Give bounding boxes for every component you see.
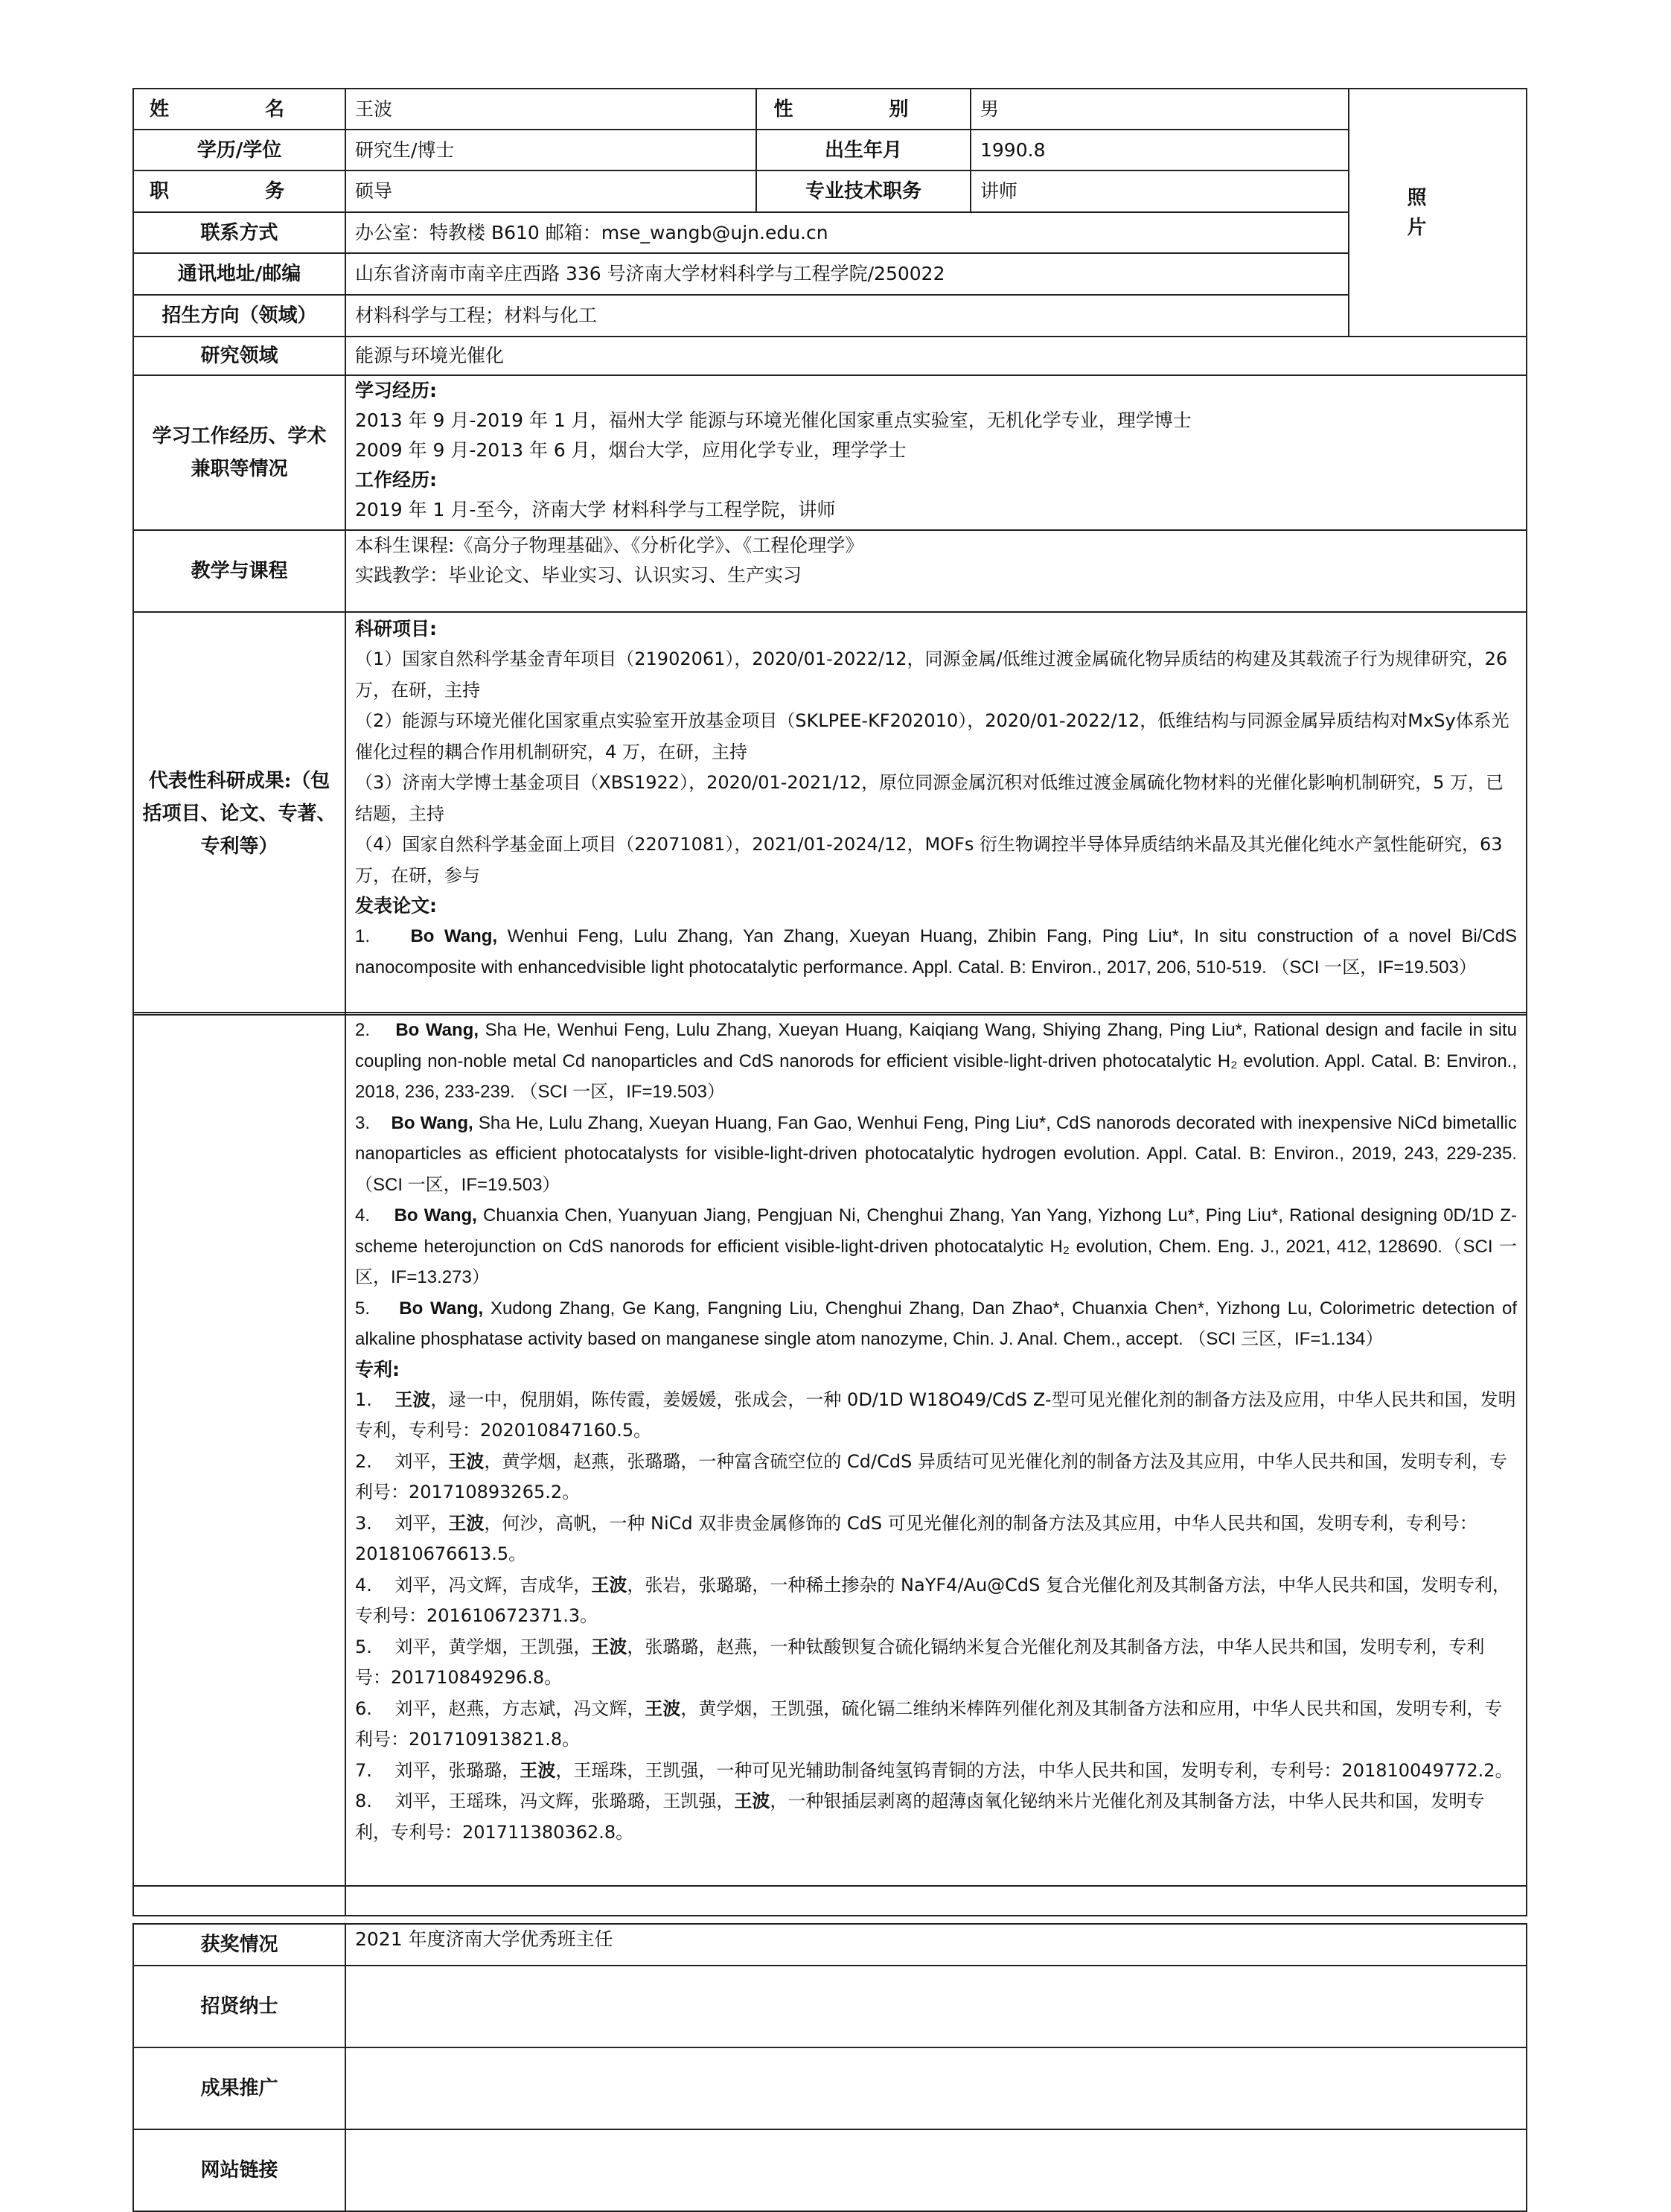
patent-pre: 刘平， [394, 1512, 449, 1534]
patent-text: ，张璐璐，赵燕，一种钛酸钡复合硫化镉纳米复合光催化剂及其制备方法，中华人民共和国，发明专利，专利号：201710849296.8。 [355, 1636, 1485, 1688]
patent-item [355, 1447, 1517, 1508]
achievements-cell [345, 612, 1527, 1015]
paper-number: 3. [355, 1112, 371, 1133]
project-item: （2）能源与环境光催化国家重点实验室开放基金项目（SKLPEE-KF202010），2020/01-2022/12，低维结构与同源金属异质结构对MxSy体系光催化过程的耦合作用机制研究，4 万，在研，主持 [355, 710, 1509, 762]
paper-author: Bo Wang, [410, 926, 498, 946]
awards-label: 获奖情况 [133, 1924, 345, 1966]
patent-number: 1. [355, 1389, 372, 1410]
study-item: 2013 年 9 月-2019 年 1 月，福州大学 能源与环境光催化国家重点实验室，无机化学专业，理学博士 [355, 409, 1192, 431]
patent-item [355, 1756, 1517, 1787]
patent-text: ，王瑶珠，王凯强，一种可见光辅助制备纯氢钨青铜的方法，中华人民共和国，发明专利，专利号：201810049772.2。 [555, 1759, 1513, 1781]
name-value: 王波 [345, 89, 756, 130]
degree-value: 研究生/博士 [345, 130, 756, 170]
paper-text: Sha He, Wenhui Feng, Lulu Zhang, Xueyan Huang, Kaiqiang Wang, Shiying Zhang, Ping Liu*, Rational design and facile in situ coupling non-noble metal Cd nanoparticles and CdS nanorods for efficient visible-light-driven photocatalytic H₂ evolution. Appl. Catal. B: Environ., 2018, 236, 233-239. （SCI 一区，IF=19.503） [355, 1020, 1518, 1102]
teaching-item: 本科生课程:《高分子物理基础》、《分析化学》、《工程伦理学》 [355, 535, 864, 556]
continued-label-cell [133, 1013, 345, 1886]
patent-number: 4. [355, 1574, 372, 1596]
gender-value: 男 [971, 89, 1349, 130]
paper-item [355, 1108, 1517, 1201]
work-heading: 工作经历: [355, 469, 437, 491]
project-item: （1）国家自然科学基金青年项目（21902061），2020/01-2022/12，同源金属/低维过渡金属硫化物异质结的构建及其载流子行为规律研究，26 万，在研，主持 [355, 648, 1508, 701]
projects-heading: 科研项目: [355, 618, 437, 640]
position-value: 硕导 [345, 170, 756, 212]
paper-item [355, 921, 1517, 983]
patent-number: 3. [355, 1512, 372, 1534]
patent-text: ，张岩，张璐璐，一种稀土掺杂的 NaYF4/Au@CdS 复合光催化剂及其制备方法，中华人民共和国，发明专利，专利号：201610672371.3。 [355, 1574, 1511, 1626]
study-item: 2009 年 9 月-2013 年 6 月，烟台大学，应用化学专业，理学学士 [355, 439, 907, 461]
paper-number: 1. [355, 926, 371, 946]
enroll-label: 招生方向（领域） [133, 295, 345, 337]
paper-number: 5. [355, 1298, 371, 1319]
paper-text: Sha He, Lulu Zhang, Xueyan Huang, Fan Gao, Wenhui Feng, Ping Liu*, CdS nanorods decorated with inexpensive NiCd bimetallic nanoparticles as efficient photocatalysts for visible-light-driven photocatalytic hydrogen evolution. Appl. Catal. B: Environ., 2019, 243, 229-235. （SCI 一区，IF=19.503） [355, 1112, 1518, 1195]
paper-author: Bo Wang, [395, 1020, 479, 1040]
recruit-value [345, 1966, 1527, 2047]
patent-item [355, 1385, 1517, 1447]
continued-cell [345, 1013, 1527, 1886]
patent-author: 王波 [591, 1636, 627, 1657]
contact-label: 联系方式 [133, 212, 345, 253]
promotion-label: 成果推广 [133, 2047, 345, 2129]
birth-value: 1990.8 [971, 130, 1349, 170]
experience-cell [345, 375, 1527, 530]
misc-table [132, 1923, 1527, 2212]
patent-author: 王波 [520, 1759, 556, 1781]
patent-pre: 刘平， [394, 1450, 449, 1472]
title-label: 专业技术职务 [756, 170, 971, 212]
patent-item [355, 1694, 1517, 1756]
paper-item [355, 1015, 1517, 1108]
address-label: 通讯地址/邮编 [133, 253, 345, 295]
project-item: （4）国家自然科学基金面上项目（22071081），2021/01-2024/12，MOFs 衍生物调控半导体异质结纳米晶及其光催化纯水产氢性能研究，63 万，在研，参与 [355, 834, 1503, 886]
achievements-label: 代表性科研成果:（包括项目、论文、专著、专利等） [133, 612, 345, 1015]
photo-placeholder: 照 片 [1349, 89, 1527, 337]
work-item: 2019 年 1 月-至今，济南大学 材料科学与工程学院，讲师 [355, 499, 836, 520]
patent-number: 6. [355, 1698, 372, 1719]
teaching-item: 实践教学：毕业论文、毕业实习、认识实习、生产实习 [355, 564, 802, 586]
patent-author: 王波 [645, 1698, 681, 1719]
patent-author: 王波 [448, 1450, 485, 1472]
paper-number: 4. [355, 1205, 371, 1225]
paper-text: Chuanxia Chen, Yuanyuan Jiang, Pengjuan Ni, Chenghui Zhang, Yan Yang, Yizhong Lu*, Ping Liu*, Rational designing 0D/1D Z-scheme heterojunction on CdS nanorods for efficient visible-light-driven photocatalytic H₂ evolution, Chem. Eng. J., 2021, 412, 128690.（SCI 一区，IF=13.273） [355, 1205, 1518, 1287]
patent-text: ，何沙，高帆，一种 NiCd 双非贵金属修饰的 CdS 可见光催化剂的制备方法及其应用，中华人民共和国，发明专利，专利号：201810676613.5。 [355, 1512, 1477, 1564]
paper-text: Wenhui Feng, Lulu Zhang, Yan Zhang, Xueyan Huang, Zhibin Fang, Ping Liu*, In situ construction of a novel Bi/CdS nanocomposite with enhancedvisible light photocatalytic performance. Appl. Catal. B: Environ., 2017, 206, 510-519. （SCI 一区，IF=19.503） [355, 926, 1518, 978]
gender-label: 性 别 [756, 89, 971, 130]
patent-pre: 刘平，赵燕，方志斌，冯文辉， [394, 1698, 645, 1719]
spacer-cell [345, 1886, 1527, 1916]
paper-author: Bo Wang, [391, 1112, 473, 1133]
birth-label: 出生年月 [756, 130, 971, 170]
patent-number: 8. [355, 1791, 372, 1811]
website-label: 网站链接 [133, 2129, 345, 2211]
patent-number: 5. [355, 1636, 372, 1657]
name-label: 姓 名 [133, 89, 345, 130]
patent-item [355, 1786, 1517, 1848]
position-label: 职 务 [133, 170, 345, 212]
study-heading: 学习经历: [355, 380, 437, 401]
website-value[interactable] [345, 2129, 1527, 2211]
promotion-value [345, 2047, 1527, 2129]
patent-text: ，黄学烟，王凯强，硫化镉二维纳米棒阵列催化剂及其制备方法和应用，中华人民共和国，发明专利，专利号：201710913821.8。 [355, 1698, 1503, 1750]
research-value: 能源与环境光催化 [345, 337, 1527, 375]
patent-pre: 刘平，王瑶珠，冯文辉，张璐璐，王凯强， [394, 1791, 735, 1811]
awards-value: 2021 年度济南大学优秀班主任 [345, 1924, 1527, 1966]
patent-author: 王波 [734, 1791, 770, 1811]
patent-number: 7. [355, 1759, 372, 1781]
patent-number: 2. [355, 1450, 372, 1472]
enroll-value: 材料科学与工程；材料与化工 [345, 295, 1349, 337]
patent-text: ，黄学烟，赵燕，张璐璐，一种富含硫空位的 Cd/CdS 异质结可见光催化剂的制备方法及其应用，中华人民共和国，发明专利，专利号：201710893265.2。 [355, 1450, 1507, 1502]
patent-author: 王波 [591, 1574, 627, 1596]
patent-item [355, 1570, 1517, 1632]
patent-author: 王波 [448, 1512, 485, 1534]
spacer-cell [133, 1886, 345, 1916]
paper-text: Xudong Zhang, Ge Kang, Fangning Liu, Chenghui Zhang, Dan Zhao*, Chuanxia Chen*, Yizhong Lu, Colorimetric detection of alkaline phosphatase activity based on manganese single atom nanozyme, Chin. J. Anal. Chem., accept. （SCI 三区，IF=1.134） [355, 1298, 1518, 1349]
patent-text: ，逯一中，倪朋娟，陈传霞，姜媛媛，张成会，一种 0D/1D W18O49/CdS Z-型可见光催化剂的制备方法及应用，中华人民共和国，发明专利，专利号：202010847160.5。 [355, 1389, 1516, 1441]
experience-label: 学习工作经历、学术兼职等情况 [133, 375, 345, 530]
teaching-cell [345, 530, 1527, 612]
patent-item [355, 1632, 1517, 1694]
project-item: （3）济南大学博士基金项目（XBS1922），2020/01-2021/12，原位同源金属沉积对低维过渡金属硫化物材料的光催化影响机制研究，5 万，已结题，主持 [355, 772, 1504, 824]
papers-heading: 发表论文: [355, 895, 437, 917]
patent-pre: 刘平，冯文辉，吉成华， [394, 1574, 592, 1596]
degree-label: 学历/学位 [133, 130, 345, 170]
achievements-continued-table [132, 1012, 1527, 1916]
profile-table [132, 88, 1527, 1016]
contact-value: 办公室：特教楼 B610 邮箱：mse_wangb@ujn.edu.cn [345, 212, 1349, 253]
patents-heading: 专利: [355, 1358, 400, 1380]
paper-author: Bo Wang, [394, 1205, 477, 1225]
patent-item [355, 1508, 1517, 1570]
patent-pre: 刘平，张璐璐， [394, 1759, 520, 1781]
paper-author: Bo Wang, [399, 1298, 484, 1319]
paper-item [355, 1200, 1517, 1293]
teaching-label: 教学与课程 [133, 530, 345, 612]
title-value: 讲师 [971, 170, 1349, 212]
paper-item [355, 1293, 1517, 1355]
recruit-label: 招贤纳士 [133, 1966, 345, 2047]
patent-pre: 刘平，黄学烟，王凯强， [394, 1636, 592, 1657]
patent-text: ，一种银插层剥离的超薄卤氧化铋纳米片光催化剂及其制备方法，中华人民共和国，发明专利，专利号：201711380362.8。 [355, 1791, 1485, 1843]
address-value: 山东省济南市南辛庄西路 336 号济南大学材料科学与工程学院/250022 [345, 253, 1349, 295]
research-label: 研究领域 [133, 337, 345, 375]
paper-number: 2. [355, 1020, 371, 1040]
patent-author: 王波 [394, 1389, 431, 1410]
